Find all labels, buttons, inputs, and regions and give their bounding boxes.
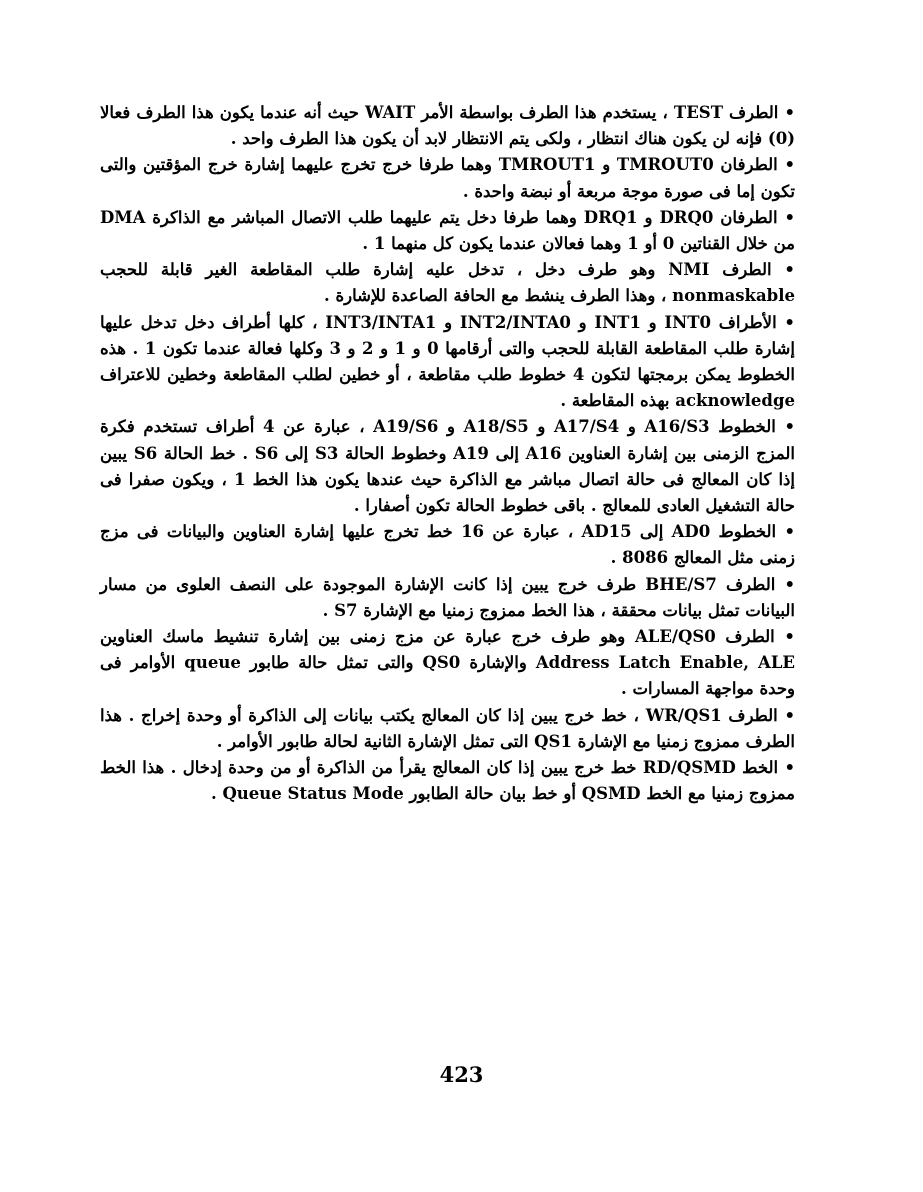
bullet-ale-pin: • الطرف ALE/QS0 وهو طرف خرج عبارة عن مزج زمنى بين إشارة تنشيط ماسك العناوين Address Latch Enable, ALE والإشارة QS0 والتى تمثل حالة طابور queue الأوامر فى وحدة مواجهة المسارات . (100, 624, 795, 703)
bullet-rd-pin: • الخط RD/QSMD خط خرج يبين إذا كان المعالج يقرأ من الذاكرة أو من وحدة إدخال . هذا الخط ممزوج زمنيا مع الخط QSMD أو خط بيان حالة الطابور Queue Status Mode . (100, 755, 795, 807)
bullet-bhe-pin: • الطرف BHE/S7 طرف خرج يبين إذا كانت الإشارة الموجودة على النصف العلوى من مسار البيانات تمثل بيانات محققة ، هذا الخط ممزوج زمنيا مع الإشارة S7 . (100, 572, 795, 624)
page-number: 423 (439, 1062, 484, 1087)
document-body (100, 100, 795, 807)
bullet-drq-pins: • الطرفان DRQ0 و DRQ1 وهما طرفا دخل يتم عليهما طلب الاتصال المباشر مع الذاكرة DMA من خلال القناتين 0 أو 1 وهما فعالان عندما يكون كل منهما 1 . (100, 205, 795, 257)
bullet-tmrout-pins: • الطرفان TMROUT0 و TMROUT1 وهما طرفا خرج تخرج عليهما إشارة خرج المؤقتين والتى تكون إما فى صورة موجة مربعة أو نبضة واحدة . (100, 152, 795, 204)
bullet-test-pin: • الطرف TEST ، يستخدم هذا الطرف بواسطة الأمر WAIT حيث أنه عندما يكون هذا الطرف فعالا (0) فإنه لن يكون هناك انتظار ، ولكى يتم الانتظار لابد أن يكون هذا الطرف واحد . (100, 100, 795, 152)
bullet-wr-pin: • الطرف WR/QS1 ، خط خرج يبين إذا كان المعالج يكتب بيانات إلى الذاكرة أو وحدة إخراج . هذا الطرف ممزوج زمنيا مع الإشارة QS1 التى تمثل الإشارة الثانية لحالة طابور الأوامر . (100, 703, 795, 755)
bullet-address-status-lines: • الخطوط A16/S3 و A17/S4 و A18/S5 و A19/S6 ، عبارة عن 4 أطراف تستخدم فكرة المزج الزمنى بين إشارة العناوين A16 إلى A19 وخطوط الحالة S3 إلى S6 . خط الحالة S6 يبين إذا كان المعالج فى حالة اتصال مباشر مع الذاكرة حيث عندها يكون هذا الخط 1 ، ويكون صفرا فى حالة التشغيل العادى للمعالج . باقى خطوط الحالة تكون أصفارا . (100, 414, 795, 519)
bullet-int-pins: • الأطراف INT0 و INT1 و INT2/INTA0 و INT3/INTA1 ، كلها أطراف دخل تدخل عليها إشارة طلب المقاطعة القابلة للحجب والتى أرقامها 0 و 1 و 2 و 3 وكلها فعالة عندما تكون 1 . هذه الخطوط يمكن برمجتها لتكون 4 خطوط طلب مقاطعة ، أو خطين لطلب المقاطعة وخطين للاعتراف acknowledge بهذه المقاطعة . (100, 310, 795, 415)
bullet-nmi-pin: • الطرف NMI وهو طرف دخل ، تدخل عليه إشارة طلب المقاطعة الغير قابلة للحجب nonmaskable ، وهذا الطرف ينشط مع الحافة الصاعدة للإشارة . (100, 257, 795, 309)
bullet-ad-lines: • الخطوط AD0 إلى AD15 ، عبارة عن 16 خط تخرج عليها إشارة العناوين والبيانات فى مزج زمنى مثل المعالج 8086 . (100, 519, 795, 571)
